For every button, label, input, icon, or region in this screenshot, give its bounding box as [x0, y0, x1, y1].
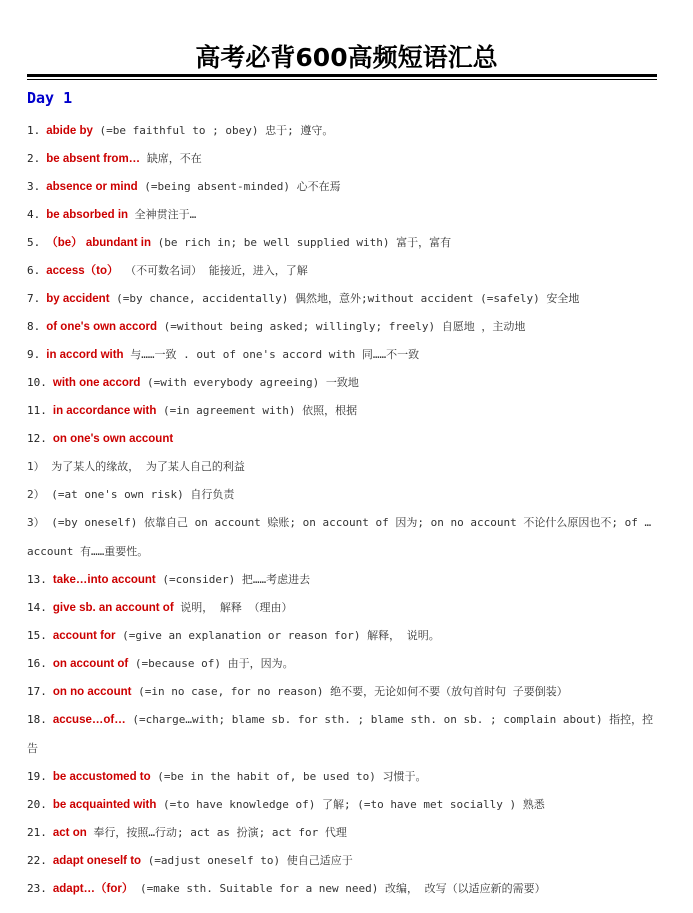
- phrase-line: 13. take…into account (=consider) 把……考虑进去: [27, 573, 311, 586]
- phrase-line: 21. act on 奉行，按照…行动; act as 扮演; act for 代理: [27, 826, 347, 839]
- day-heading: Day 1: [27, 89, 73, 107]
- phrase-line: 11. in accordance with (=in agreement with) 依照，根据: [27, 404, 358, 417]
- phrase-line: 8. of one's own accord (=without being asked; willingly; freely) 自愿地 ，主动地: [27, 320, 526, 333]
- phrase-subline: 2） (=at one's own risk) 自行负责: [27, 488, 235, 501]
- phrase-subline: 3） (=by oneself) 依靠自己 on account 赊账; on account of 因为; on no account 不论什么原因也不; of …: [27, 516, 652, 529]
- phrase-line: 17. on no account (=in no case, for no reason) 绝不要，无论如何不要（放句首时句 子要倒装）: [27, 685, 568, 698]
- phrase-line: 4. be absorbed in 全神贯注于…: [27, 208, 197, 221]
- phrase-line: 14. give sb. an account of 说明， 解释 （理由）: [27, 601, 293, 614]
- phrase-line: 7. by accident (=by chance, accidentally) 偶然地，意外;without accident (=safely) 安全地: [27, 292, 580, 305]
- phrase-line: 5. （be） abundant in (be rich in; be well supplied with) 富于，富有: [27, 236, 452, 249]
- phrase-line: 22. adapt oneself to (=adjust oneself to) 使自己适应于: [27, 854, 353, 867]
- phrase-line: 16. on account of (=because of) 由于，因为。: [27, 657, 294, 670]
- phrase-line: 15. account for (=give an explanation or reason for) 解释， 说明。: [27, 629, 440, 642]
- phrase-line: 2. be absent from… 缺席，不在: [27, 152, 202, 165]
- phrase-line: 20. be acquainted with (=to have knowledge of) 了解; (=to have met socially ) 熟悉: [27, 798, 545, 811]
- phrase-subline: account 有……重要性。: [27, 545, 149, 558]
- title-rule-thin: [27, 79, 657, 80]
- phrase-line: 10. with one accord (=with everybody agreeing) 一致地: [27, 376, 359, 389]
- page-title: 高考必背600高频短语汇总: [195, 43, 498, 72]
- phrase-line: 23. adapt…（for） (=make sth. Suitable for a new need) 改编， 改写（以适应新的需要）: [27, 882, 546, 895]
- phrase-subline: 1） 为了某人的缘故， 为了某人自己的利益: [27, 460, 245, 473]
- phrase-line: 3. absence or mind (=being absent-minded) 心不在焉: [27, 180, 341, 193]
- phrase-line: 6. access（to） （不可数名词） 能接近，进入，了解: [27, 264, 308, 277]
- title-rule-thick: [27, 74, 657, 77]
- phrase-line: 1. abide by (=be faithful to ; obey) 忠于; 遵守。: [27, 124, 334, 137]
- phrase-line: 19. be accustomed to (=be in the habit of, be used to) 习惯于。: [27, 770, 427, 783]
- phrase-line: 12. on one's own account: [27, 432, 174, 445]
- phrase-line: 18. accuse…of… (=charge…with; blame sb. for sth. ; blame sth. on sb. ; complain about) 指控，控: [27, 713, 654, 726]
- phrase-line: 9. in accord with 与……一致 . out of one's accord with 同……不一致: [27, 348, 420, 361]
- phrase-subline: 告: [27, 742, 38, 755]
